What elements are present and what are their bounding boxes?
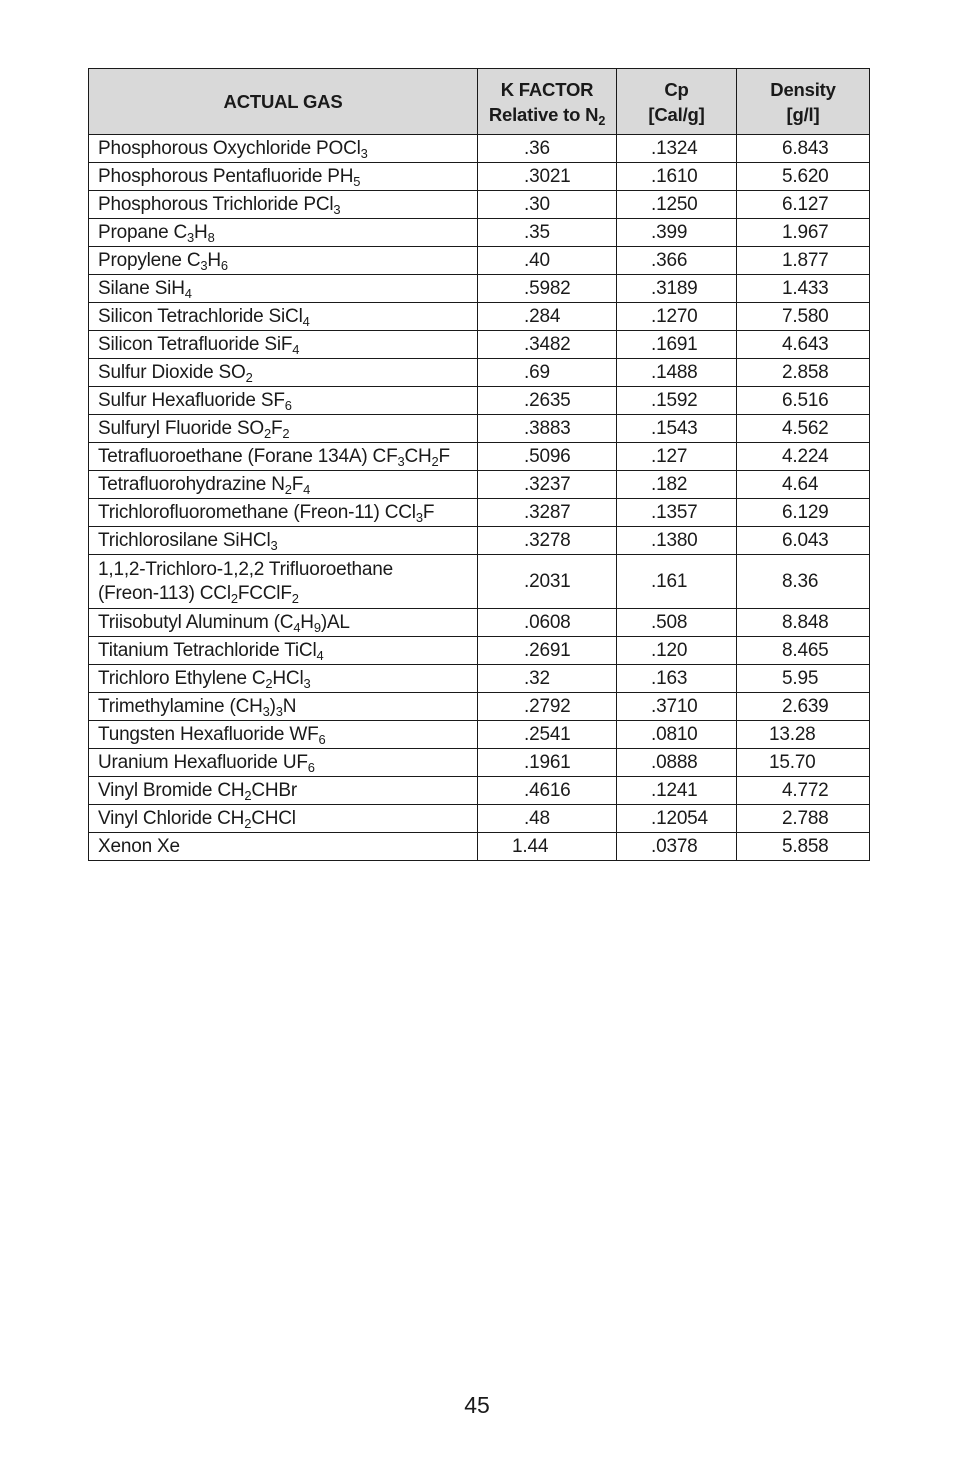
cell-density: 5.858 xyxy=(737,833,870,861)
table-body xyxy=(89,135,870,861)
table-row xyxy=(89,191,870,219)
cell-density: 1.433 xyxy=(737,275,870,303)
table-row xyxy=(89,609,870,637)
cell-k-factor: .1961 xyxy=(478,749,617,777)
table-row xyxy=(89,665,870,693)
cell-cp: .1380 xyxy=(617,527,737,555)
cell-density: 13.28 xyxy=(737,721,870,749)
cell-cp: .182 xyxy=(617,471,737,499)
cell-density: 2.788 xyxy=(737,805,870,833)
cell-gas-name: Tetrafluoroethane (Forane 134A) $CF_3CH_2F$ xyxy=(89,443,478,471)
cell-density: 4.772 xyxy=(737,777,870,805)
cell-cp: .12054 xyxy=(617,805,737,833)
cell-cp: .1324 xyxy=(617,135,737,163)
cell-cp: .0378 xyxy=(617,833,737,861)
cell-cp: .0888 xyxy=(617,749,737,777)
cell-cp: .1357 xyxy=(617,499,737,527)
table-row xyxy=(89,693,870,721)
cell-cp: .1250 xyxy=(617,191,737,219)
cell-cp: .127 xyxy=(617,443,737,471)
cell-gas-name: Phosphorous Oxychloride POCl$_3$ xyxy=(89,135,478,163)
cell-cp: .1270 xyxy=(617,303,737,331)
header-cp: Cp [Cal/g] xyxy=(617,69,737,135)
cell-cp: .1488 xyxy=(617,359,737,387)
table-row xyxy=(89,499,870,527)
cell-k-factor: .5982 xyxy=(478,275,617,303)
cell-cp: .1610 xyxy=(617,163,737,191)
cell-k-factor: .2691 xyxy=(478,637,617,665)
cell-cp: .3189 xyxy=(617,275,737,303)
table-row xyxy=(89,471,870,499)
cell-density: 7.580 xyxy=(737,303,870,331)
cell-cp: .1543 xyxy=(617,415,737,443)
cell-k-factor: .48 xyxy=(478,805,617,833)
cell-gas-name: Sulfuryl Fluoride $SO_2F_2$ xyxy=(89,415,478,443)
table-row xyxy=(89,749,870,777)
table-row xyxy=(89,303,870,331)
table-row xyxy=(89,359,870,387)
cell-k-factor: .3278 xyxy=(478,527,617,555)
cell-k-factor: .35 xyxy=(478,219,617,247)
table-row xyxy=(89,219,870,247)
cell-density: 4.224 xyxy=(737,443,870,471)
cell-gas-name: Phosphorous Pentafluoride $PH_5$ xyxy=(89,163,478,191)
cell-k-factor: .5096 xyxy=(478,443,617,471)
cell-gas-name: Vinyl Chloride $CH_2CHCl$ xyxy=(89,805,478,833)
cell-density: 1.877 xyxy=(737,247,870,275)
table-row xyxy=(89,135,870,163)
cell-gas-name: Vinyl Bromide $CH_2CHBr$ xyxy=(89,777,478,805)
cell-density: 5.95 xyxy=(737,665,870,693)
cell-k-factor: 1.44 xyxy=(478,833,617,861)
gas-properties-table xyxy=(88,68,870,861)
cell-density: 8.36 xyxy=(737,555,870,609)
cell-k-factor: .2635 xyxy=(478,387,617,415)
cell-cp: .1691 xyxy=(617,331,737,359)
cell-density: 6.043 xyxy=(737,527,870,555)
cell-k-factor: .2541 xyxy=(478,721,617,749)
cell-density: 8.848 xyxy=(737,609,870,637)
cell-gas-name: Trichlorofluoromethane (Freon-11) CCl$_3$F xyxy=(89,499,478,527)
cell-gas-name: 1,1,2-Trichloro-1,2,2 Trifluoroethane (Freon-113) CCl$_2$FCClF$_2$ xyxy=(89,555,478,609)
cell-gas-name: Sulfur Hexafluoride $SF_6$ xyxy=(89,387,478,415)
cell-cp: .161 xyxy=(617,555,737,609)
cell-k-factor: .36 xyxy=(478,135,617,163)
cell-density: 4.64 xyxy=(737,471,870,499)
cell-k-factor: .40 xyxy=(478,247,617,275)
cell-density: 4.643 xyxy=(737,331,870,359)
table-row xyxy=(89,443,870,471)
cell-gas-name: Propylene $C_3H_6$ xyxy=(89,247,478,275)
header-density: Density [g/l] xyxy=(737,69,870,135)
cell-gas-name: Phosphorous Trichloride PCl$_3$ xyxy=(89,191,478,219)
cell-cp: .120 xyxy=(617,637,737,665)
header-actual-gas: ACTUAL GAS xyxy=(89,69,478,135)
cell-density: 8.465 xyxy=(737,637,870,665)
cell-gas-name: Xenon Xe xyxy=(89,833,478,861)
cell-gas-name: Silane SiH$_4$ xyxy=(89,275,478,303)
cell-k-factor: .4616 xyxy=(478,777,617,805)
cell-k-factor: .30 xyxy=(478,191,617,219)
cell-density: 1.967 xyxy=(737,219,870,247)
table-row xyxy=(89,555,870,609)
table-row xyxy=(89,833,870,861)
cell-gas-name: Titanium Tetrachloride TiCl$_4$ xyxy=(89,637,478,665)
table-row xyxy=(89,637,870,665)
table-row xyxy=(89,777,870,805)
table-row xyxy=(89,721,870,749)
cell-gas-name: Propane $C_3H_8$ xyxy=(89,219,478,247)
cell-density: 15.70 xyxy=(737,749,870,777)
cell-cp: .3710 xyxy=(617,693,737,721)
cell-gas-name: Tungsten Hexafluoride $WF_6$ xyxy=(89,721,478,749)
cell-gas-name: Tetrafluorohydrazine $N_2F_4$ xyxy=(89,471,478,499)
cell-density: 2.639 xyxy=(737,693,870,721)
table-row xyxy=(89,387,870,415)
cell-k-factor: .3482 xyxy=(478,331,617,359)
cell-gas-name: Silicon Tetrachloride SiCl$_4$ xyxy=(89,303,478,331)
cell-density: 6.127 xyxy=(737,191,870,219)
cell-gas-name: Sulfur Dioxide $SO_2$ xyxy=(89,359,478,387)
cell-k-factor: .3883 xyxy=(478,415,617,443)
cell-density: 5.620 xyxy=(737,163,870,191)
table-row xyxy=(89,163,870,191)
cell-density: 2.858 xyxy=(737,359,870,387)
table-header-row xyxy=(89,69,870,135)
cell-gas-name: Trichloro Ethylene $C_2HCl_3$ xyxy=(89,665,478,693)
table-row xyxy=(89,331,870,359)
cell-gas-name: Uranium Hexafluoride $UF_6$ xyxy=(89,749,478,777)
cell-density: 4.562 xyxy=(737,415,870,443)
table-row xyxy=(89,805,870,833)
cell-cp: .1592 xyxy=(617,387,737,415)
page-number: 45 xyxy=(464,1392,490,1418)
cell-k-factor: .32 xyxy=(478,665,617,693)
table-row xyxy=(89,527,870,555)
cell-density: 6.843 xyxy=(737,135,870,163)
cell-k-factor: .3237 xyxy=(478,471,617,499)
cell-density: 6.516 xyxy=(737,387,870,415)
cell-cp: .399 xyxy=(617,219,737,247)
table-row xyxy=(89,415,870,443)
cell-k-factor: .2792 xyxy=(478,693,617,721)
cell-gas-name: Silicon Tetrafluoride SiF$_4$ xyxy=(89,331,478,359)
cell-cp: .1241 xyxy=(617,777,737,805)
cell-k-factor: .69 xyxy=(478,359,617,387)
cell-k-factor: .3021 xyxy=(478,163,617,191)
cell-cp: .366 xyxy=(617,247,737,275)
table-row xyxy=(89,275,870,303)
cell-k-factor: .2031 xyxy=(478,555,617,609)
cell-gas-name: Trimethylamine $(CH_3)_3N$ xyxy=(89,693,478,721)
cell-cp: .163 xyxy=(617,665,737,693)
cell-density: 6.129 xyxy=(737,499,870,527)
cell-cp: .0810 xyxy=(617,721,737,749)
cell-k-factor: .3287 xyxy=(478,499,617,527)
cell-gas-name: Trichlorosilane SiHCl$_3$ xyxy=(89,527,478,555)
cell-cp: .508 xyxy=(617,609,737,637)
table-row xyxy=(89,247,870,275)
cell-gas-name: Triisobutyl Aluminum $(C_4H_9)AL$ xyxy=(89,609,478,637)
header-k-factor: K FACTOR Relative to $N_2$ xyxy=(478,69,617,135)
cell-k-factor: .284 xyxy=(478,303,617,331)
cell-k-factor: .0608 xyxy=(478,609,617,637)
